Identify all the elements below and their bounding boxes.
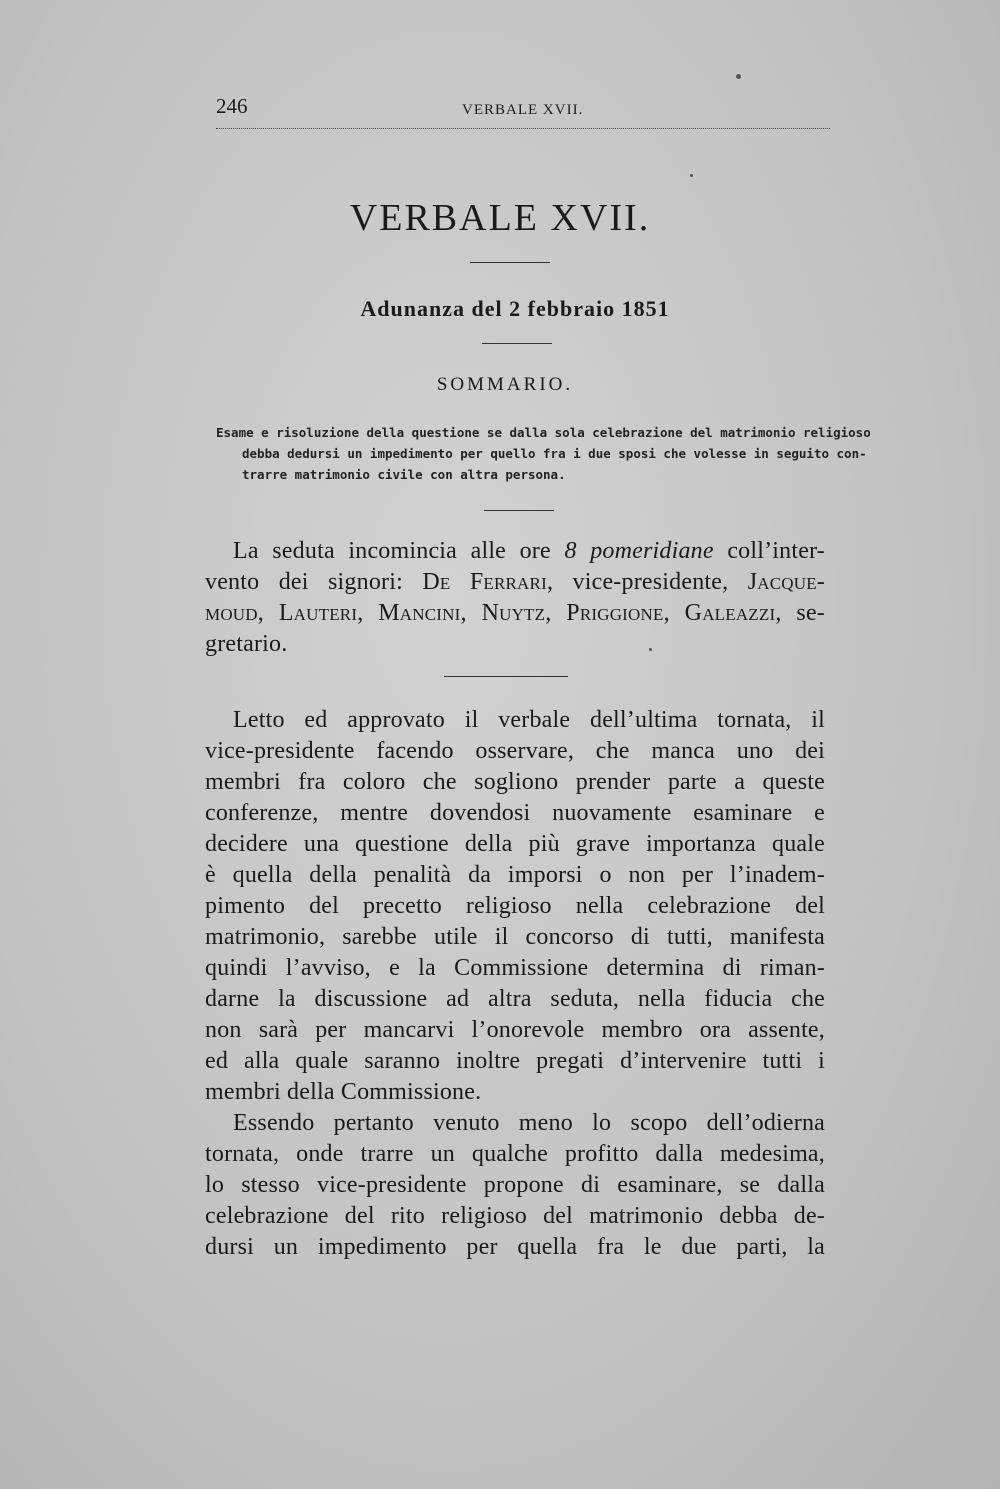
member-name: moud	[205, 600, 258, 626]
paper-speck	[736, 74, 741, 79]
text-line: ed alla quale saranno inoltre pregati d’intervenire tutti i	[205, 1048, 825, 1074]
member-name: Priggione	[566, 600, 664, 626]
text-span: , se-	[775, 600, 825, 626]
running-head: VERBALE XVII.	[462, 102, 584, 118]
text-span: , vice-presidente,	[546, 569, 748, 595]
text-line: membri della Commissione.	[205, 1079, 482, 1105]
member-name: Nuytz	[481, 600, 546, 626]
text-line	[205, 536, 825, 567]
text-line: tornata, onde trarre un qualche profitto dalla medesima,	[205, 1141, 825, 1167]
member-name: Mancini	[378, 600, 461, 626]
text-line: gretario.	[205, 631, 288, 657]
section-rule	[444, 676, 568, 677]
summary-line: Esame e risoluzione della questione se dalla sola celebrazione del matrimonio religioso	[216, 425, 871, 440]
text-line: è quella della penalità da imporsi o non per l’inadem-	[205, 862, 825, 888]
text-line: non sarà per mancarvi l’onorevole membro ora assente,	[205, 1017, 825, 1043]
page-header	[216, 94, 830, 129]
member-name: Jacque-	[747, 569, 825, 595]
summary-rule	[484, 510, 554, 511]
member-name: Lauteri	[278, 600, 358, 626]
text-line: Letto ed approvato il verbale dell’ultima tornata, il	[233, 707, 825, 733]
summary-heading: SOMMARIO.	[436, 374, 574, 395]
subtitle-rule	[482, 343, 552, 344]
summary-line: debba dedursi un impedimento per quello fra i due sposi che volesse in seguito con-	[242, 446, 867, 461]
text-span: ,	[663, 600, 685, 626]
text-line: membri fra coloro che sogliono prender parte a queste	[205, 769, 825, 795]
text-line: darne la discussione ad altra seduta, nella fiducia che	[205, 986, 825, 1012]
text-line: quindi l’avviso, e la Commissione determina di riman-	[205, 955, 825, 981]
text-span: vento dei signori:	[205, 569, 423, 595]
text-line: lo stesso vice-presidente propone di esaminare, se dalla	[205, 1172, 825, 1198]
text-line: pimento del precetto religioso nella celebrazione del	[205, 893, 825, 919]
text-line: conferenze, mentre dovendosi nuovamente esaminare e	[205, 800, 825, 826]
summary-text	[216, 422, 871, 485]
text-line: matrimonio, sarebbe utile il concorso di tutti, manifesta	[205, 924, 825, 950]
text-line: vice-presidente facendo osservare, che manca uno dei	[205, 738, 825, 764]
text-line: dursi un impedimento per quella fra le due parti, la	[205, 1234, 825, 1260]
summary-line: trarre matrimonio civile con altra persona.	[242, 467, 566, 482]
attendance-paragraph	[205, 536, 825, 660]
text-span: La seduta incomincia alle ore	[233, 538, 565, 564]
paper-speck	[649, 648, 652, 651]
page-title: VERBALE XVII.	[349, 197, 651, 239]
text-span: ,	[545, 600, 567, 626]
text-span: coll’inter-	[713, 538, 825, 564]
paper-speck	[690, 174, 693, 177]
text-line: decidere una questione della più grave importanza quale	[205, 831, 825, 857]
meeting-time: 8 pomeridiane	[564, 538, 714, 564]
page-number: 246	[216, 94, 248, 118]
text-line: Essendo pertanto venuto meno lo scopo dell’odierna	[233, 1110, 825, 1136]
title-rule	[470, 262, 550, 263]
minutes-body	[205, 705, 825, 1263]
meeting-date: Adunanza del 2 febbraio 1851	[360, 296, 670, 321]
text-span: ,	[357, 600, 379, 626]
text-span: ,	[460, 600, 482, 626]
member-name: De Ferrari	[422, 569, 547, 595]
text-line	[205, 567, 825, 598]
text-line: celebrazione del rito religioso del matrimonio debba de-	[205, 1203, 825, 1229]
text-span: ,	[257, 600, 279, 626]
text-line	[205, 598, 825, 629]
member-name: Galeazzi	[684, 600, 776, 626]
